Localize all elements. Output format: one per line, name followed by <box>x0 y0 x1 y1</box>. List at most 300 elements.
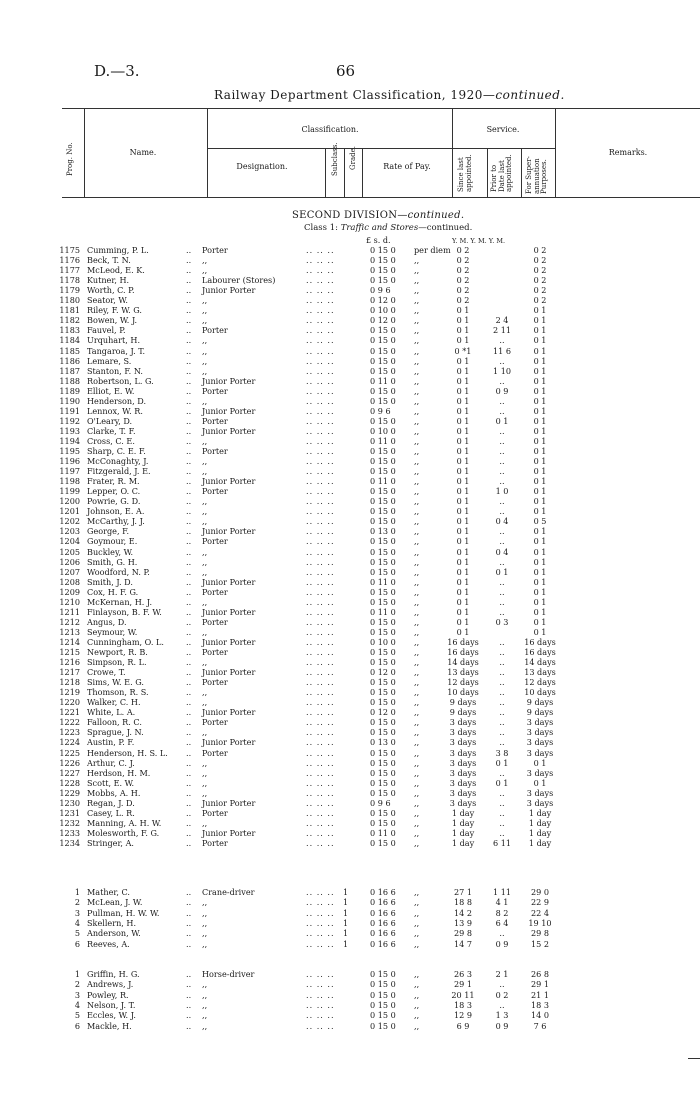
grade: 1 <box>343 887 349 897</box>
pay-basis: ,, <box>414 969 420 979</box>
table-row <box>0 335 700 345</box>
pay-basis: ,, <box>414 827 420 838</box>
table-row <box>0 516 700 526</box>
staff-name: Molesworth, F. G. <box>87 827 160 838</box>
superannuation-service: 3 days <box>526 797 554 808</box>
table-row <box>0 547 700 557</box>
leader-dots: .. .. .. <box>306 566 335 577</box>
rate-of-pay: 0 15 0 <box>370 496 396 507</box>
rate-of-pay: 0 15 0 <box>370 767 396 778</box>
leader-dots: .. .. .. <box>306 375 335 386</box>
prog-no: 1228 <box>59 777 80 788</box>
prior-service: 2 11 <box>492 325 512 336</box>
prog-no: 1194 <box>59 435 80 446</box>
pay-basis: ,, <box>414 938 420 949</box>
designation: Junior Porter <box>202 405 256 416</box>
prior-service: .. <box>499 405 505 416</box>
rate-of-pay: 0 15 0 <box>370 626 396 637</box>
leader-dots: .. .. .. <box>306 415 335 426</box>
staff-name: Clarke, T. F. <box>87 425 136 436</box>
since-last-appointed: 0 2 <box>456 245 470 255</box>
table-row <box>0 758 700 768</box>
rate-of-pay: 0 15 0 <box>370 385 396 396</box>
prog-no: 1224 <box>59 737 80 748</box>
pay-basis: ,, <box>414 315 420 326</box>
table-row <box>0 908 700 918</box>
superannuation-service: 14 days <box>524 657 556 668</box>
leader-dots: .. <box>186 969 192 979</box>
rate-of-pay: 0 15 0 <box>370 586 396 597</box>
since-last-appointed: 9 days <box>449 707 477 718</box>
prog-no: 1222 <box>59 717 80 728</box>
pay-basis: ,, <box>414 526 420 537</box>
rate-of-pay: 0 15 0 <box>370 546 396 557</box>
leader-dots: .. .. .. <box>306 435 335 446</box>
pay-basis: ,, <box>414 325 420 336</box>
since-last-appointed: 0 1 <box>456 546 470 557</box>
rate-of-pay: 0 15 0 <box>370 355 396 366</box>
leader-dots: .. .. .. <box>306 295 335 306</box>
staff-name: McLeod, E. K. <box>87 265 145 276</box>
leader-dots: .. <box>186 687 192 698</box>
prog-no: 2 <box>74 979 80 990</box>
prog-no: 1202 <box>59 516 80 527</box>
section-suffix: continued. <box>407 210 465 221</box>
prior-service: .. <box>499 596 505 607</box>
designation: Junior Porter <box>202 737 256 748</box>
designation: Porter <box>202 616 228 627</box>
staff-name: Cox, H. F. G. <box>87 586 139 597</box>
pay-basis: ,, <box>414 516 420 527</box>
leader-dots: .. .. .. <box>306 747 335 758</box>
pay-basis: ,, <box>414 636 420 647</box>
leader-dots: .. <box>186 446 192 456</box>
rate-of-pay: 0 15 0 <box>370 345 396 356</box>
staff-name: Austin, P. F. <box>87 737 135 748</box>
prior-service: .. <box>499 636 505 647</box>
leader-dots: .. .. .. <box>306 466 335 477</box>
pay-basis: ,, <box>414 989 420 1000</box>
prior-service: 2 1 <box>495 969 509 979</box>
pay-basis: ,, <box>414 897 420 908</box>
staff-name: Manning, A. H. W. <box>87 817 162 828</box>
since-last-appointed: 0 1 <box>456 355 470 366</box>
prog-no: 1203 <box>59 526 80 537</box>
designation: ,, <box>202 566 208 577</box>
pay-basis: ,, <box>414 928 420 939</box>
rate-of-pay: 0 15 0 <box>370 1020 396 1031</box>
leader-dots: .. .. .. <box>306 737 335 748</box>
rate-of-pay: 0 15 0 <box>370 1010 396 1021</box>
prog-no: 1197 <box>59 466 80 477</box>
prior-service: .. <box>499 817 505 828</box>
col-service: Service. <box>486 125 520 134</box>
designation: ,, <box>202 1020 208 1031</box>
service-units: Y. M. Y. M. Y. M. <box>452 237 506 245</box>
since-last-appointed: 3 days <box>449 727 477 738</box>
since-last-appointed: 10 days <box>447 687 479 698</box>
rate-of-pay: 0 15 0 <box>370 395 396 406</box>
designation: ,, <box>202 727 208 738</box>
rate-of-pay: 0 16 6 <box>370 928 396 939</box>
prior-service: .. <box>499 586 505 597</box>
prog-no: 1198 <box>59 476 80 487</box>
superannuation-service: 0 1 <box>533 586 547 597</box>
rate-of-pay: 0 15 0 <box>370 596 396 607</box>
leader-dots: .. <box>186 657 192 668</box>
table-row <box>0 506 700 516</box>
rate-of-pay: 0 9 6 <box>370 797 391 808</box>
prior-service: .. <box>499 556 505 567</box>
prog-no: 1192 <box>59 415 80 426</box>
document-ref: D.—3. <box>94 62 140 80</box>
since-last-appointed: 0 1 <box>456 576 470 587</box>
designation: Porter <box>202 446 228 456</box>
since-last-appointed: 1 day <box>451 827 475 838</box>
leader-dots: .. .. .. <box>306 265 335 276</box>
prog-no: 1 <box>74 887 80 897</box>
pay-basis: ,, <box>414 807 420 818</box>
prog-no: 1187 <box>59 365 80 376</box>
pay-basis: ,, <box>414 265 420 276</box>
section-title <box>292 210 464 221</box>
leader-dots: .. .. .. <box>306 917 335 928</box>
prior-service: .. <box>499 999 505 1010</box>
prog-no: 1 <box>74 969 80 979</box>
prior-service: .. <box>499 476 505 487</box>
superannuation-service: 22 9 <box>530 897 550 908</box>
since-last-appointed: 0 1 <box>456 596 470 607</box>
since-last-appointed: 20 11 <box>451 989 475 1000</box>
since-last-appointed: 3 days <box>449 737 477 748</box>
pay-basis: ,, <box>414 385 420 396</box>
rate-of-pay: 0 12 0 <box>370 295 396 306</box>
rate-of-pay: 0 15 0 <box>370 335 396 346</box>
table-row <box>0 1000 700 1010</box>
rate-of-pay: 0 15 0 <box>370 837 396 848</box>
superannuation-service: 29 1 <box>530 979 550 990</box>
leader-dots: .. .. .. <box>306 797 335 808</box>
prog-no: 1209 <box>59 586 80 597</box>
prior-service: .. <box>499 717 505 728</box>
since-last-appointed: 3 days <box>449 797 477 808</box>
superannuation-service: 0 1 <box>533 446 547 456</box>
leader-dots: .. .. .. <box>306 727 335 738</box>
pay-basis: ,, <box>414 626 420 637</box>
table-row <box>0 305 700 315</box>
staff-name: Sprague, J. N. <box>87 727 144 738</box>
prior-service: 4 1 <box>495 897 509 908</box>
pay-basis: ,, <box>414 817 420 828</box>
rate-of-pay: 0 15 0 <box>370 616 396 627</box>
prior-service: .. <box>499 979 505 990</box>
leader-dots: .. <box>186 576 192 587</box>
superannuation-service: 10 days <box>524 687 556 698</box>
leader-dots: .. .. .. <box>306 767 335 778</box>
designation: Junior Porter <box>202 526 256 537</box>
leader-dots: .. .. .. <box>306 586 335 597</box>
prior-service: 1 11 <box>492 887 512 897</box>
designation: ,, <box>202 516 208 527</box>
superannuation-service: 3 days <box>526 737 554 748</box>
leader-dots: .. <box>186 265 192 276</box>
since-last-appointed: 3 days <box>449 757 477 768</box>
superannuation-service: 14 0 <box>530 1010 550 1021</box>
staff-name: Worth, C. P. <box>87 285 135 296</box>
pay-basis: ,, <box>414 616 420 627</box>
prog-no: 4 <box>74 917 80 928</box>
table-row <box>0 346 700 356</box>
pay-basis: ,, <box>414 596 420 607</box>
pay-basis: ,, <box>414 295 420 306</box>
pay-basis: ,, <box>414 576 420 587</box>
prog-no: 1231 <box>59 807 80 818</box>
designation: ,, <box>202 435 208 446</box>
rate-of-pay: 0 15 0 <box>370 275 396 286</box>
superannuation-service: 0 1 <box>533 315 547 326</box>
leader-dots: .. .. .. <box>306 707 335 718</box>
leader-dots: .. <box>186 707 192 718</box>
superannuation-service: 0 1 <box>533 456 547 467</box>
table-row <box>0 557 700 567</box>
rate-of-pay: 0 15 0 <box>370 777 396 788</box>
leader-dots: .. <box>186 807 192 818</box>
leader-dots: .. <box>186 315 192 326</box>
leader-dots: .. .. .. <box>306 606 335 617</box>
prog-no: 1229 <box>59 787 80 798</box>
rate-of-pay: 0 15 0 <box>370 365 396 376</box>
designation: ,, <box>202 938 208 949</box>
table-row <box>0 808 700 818</box>
superannuation-service: 7 6 <box>533 1020 547 1031</box>
since-last-appointed: 16 days <box>447 647 479 657</box>
designation: ,, <box>202 787 208 798</box>
designation: ,, <box>202 767 208 778</box>
designation: Porter <box>202 747 228 758</box>
designation: ,, <box>202 1010 208 1021</box>
staff-name: Mobbs, A. H. <box>87 787 141 798</box>
leader-dots: .. .. .. <box>306 405 335 416</box>
table-row <box>0 567 700 577</box>
staff-name: Cross, C. E. <box>87 435 135 446</box>
leader-dots: .. <box>186 606 192 617</box>
prog-no: 1225 <box>59 747 80 758</box>
rate-of-pay: 0 15 0 <box>370 506 396 517</box>
prog-no: 1180 <box>59 295 80 306</box>
designation: ,, <box>202 556 208 567</box>
leader-dots: .. <box>186 979 192 990</box>
leader-dots: .. <box>186 1010 192 1021</box>
table-row <box>0 275 700 285</box>
leader-dots: .. .. .. <box>306 245 335 255</box>
since-last-appointed: 0 1 <box>456 325 470 336</box>
staff-name: Woodford, N. P. <box>87 566 150 577</box>
rate-of-pay: 0 15 0 <box>370 647 396 657</box>
section-main: SECOND DIVISION— <box>292 210 408 221</box>
rate-of-pay: 0 11 0 <box>370 435 396 446</box>
prior-service: 0 4 <box>495 516 509 527</box>
staff-name: Kutner, H. <box>87 275 130 286</box>
grade: 1 <box>343 907 349 918</box>
superannuation-service: 16 days <box>524 647 556 657</box>
table-row <box>0 928 700 938</box>
since-last-appointed: 0 1 <box>456 365 470 376</box>
prog-no: 1211 <box>59 606 80 617</box>
prior-service: .. <box>499 506 505 517</box>
staff-name: Stringer, A. <box>87 837 134 848</box>
superannuation-service: 1 day <box>528 837 552 848</box>
page-title <box>214 88 565 102</box>
rate-of-pay: 0 15 0 <box>370 697 396 708</box>
superannuation-service: 0 1 <box>533 496 547 507</box>
staff-name: Riley, F. W. G. <box>87 305 143 316</box>
designation: ,, <box>202 546 208 557</box>
leader-dots: .. <box>186 616 192 627</box>
table-row <box>0 788 700 798</box>
leader-dots: .. <box>186 767 192 778</box>
prog-no: 1186 <box>59 355 80 366</box>
col-name: Name. <box>129 148 157 157</box>
leader-dots: .. .. .. <box>306 536 335 547</box>
superannuation-service: 1 day <box>528 827 552 838</box>
designation: Porter <box>202 717 228 728</box>
pay-basis: ,, <box>414 335 420 346</box>
leader-dots: .. .. .. <box>306 506 335 517</box>
prog-no: 3 <box>74 907 80 918</box>
designation: ,, <box>202 979 208 990</box>
rate-of-pay: 0 12 0 <box>370 667 396 678</box>
since-last-appointed: 0 2 <box>456 255 470 266</box>
prog-no: 5 <box>74 1010 80 1021</box>
pay-basis: ,, <box>414 536 420 547</box>
prior-service: .. <box>499 787 505 798</box>
pay-basis: ,, <box>414 717 420 728</box>
since-last-appointed: 0 1 <box>456 476 470 487</box>
leader-dots: .. .. .. <box>306 677 335 688</box>
since-last-appointed: 0 1 <box>456 315 470 326</box>
col-divider <box>325 148 326 197</box>
superannuation-service: 0 2 <box>533 245 547 255</box>
leader-dots: .. .. .. <box>306 827 335 838</box>
superannuation-service: 19 10 <box>528 917 552 928</box>
designation: ,, <box>202 687 208 698</box>
staff-name: Andrews, J. <box>87 979 134 990</box>
staff-name: Falloon, R. C. <box>87 717 142 728</box>
prior-service: 6 11 <box>492 837 512 848</box>
prior-service: .. <box>499 446 505 456</box>
table-row <box>0 245 700 255</box>
table-row <box>0 255 700 265</box>
table-row <box>0 918 700 928</box>
prog-no: 1220 <box>59 697 80 708</box>
staff-name: Johnson, E. A. <box>87 506 145 517</box>
prior-service: .. <box>499 807 505 818</box>
table-row <box>0 637 700 647</box>
superannuation-service: 1 day <box>528 817 552 828</box>
staff-name: McConaghty, J. <box>87 456 149 467</box>
superannuation-service: 0 1 <box>533 325 547 336</box>
staff-name: Arthur, C. J. <box>87 757 135 768</box>
table-row <box>0 617 700 627</box>
since-last-appointed: 12 days <box>447 677 479 688</box>
superannuation-service: 0 2 <box>533 255 547 266</box>
rate-of-pay: 0 15 0 <box>370 516 396 527</box>
pay-basis: ,, <box>414 255 420 266</box>
leader-dots: .. .. .. <box>306 777 335 788</box>
leader-dots: .. <box>186 917 192 928</box>
rate-of-pay: 0 15 0 <box>370 255 396 266</box>
prog-no: 1184 <box>59 335 80 346</box>
table-row <box>0 536 700 546</box>
staff-name: Goymour, E. <box>87 536 138 547</box>
leader-dots: .. <box>186 636 192 647</box>
staff-name: Powley, R. <box>87 989 129 1000</box>
since-last-appointed: 0 1 <box>456 395 470 406</box>
since-last-appointed: 0 1 <box>456 586 470 597</box>
rate-of-pay: 0 13 0 <box>370 526 396 537</box>
since-last-appointed: 3 days <box>449 717 477 728</box>
designation: Porter <box>202 647 228 657</box>
designation: Junior Porter <box>202 425 256 436</box>
leader-dots: .. .. .. <box>306 355 335 366</box>
pay-basis: ,, <box>414 837 420 848</box>
prior-service: 0 9 <box>495 938 509 949</box>
pay-basis: ,, <box>414 797 420 808</box>
col-prior: Prior to Date last appointed. <box>490 154 514 192</box>
leader-dots: .. .. .. <box>306 717 335 728</box>
rate-of-pay: 0 11 0 <box>370 476 396 487</box>
since-last-appointed: 13 9 <box>453 917 473 928</box>
leader-dots: .. .. .. <box>306 989 335 1000</box>
prog-no: 2 <box>74 897 80 908</box>
prior-service: 0 3 <box>495 616 509 627</box>
prog-no: 1219 <box>59 687 80 698</box>
prior-service: 0 1 <box>495 757 509 768</box>
table-row <box>0 939 700 949</box>
table-row <box>0 436 700 446</box>
staff-name: Thomson, R. S. <box>87 687 149 698</box>
since-last-appointed: 16 days <box>447 636 479 647</box>
table-row <box>0 476 700 486</box>
pay-basis: ,, <box>414 375 420 386</box>
since-last-appointed: 12 9 <box>453 1010 473 1021</box>
designation: ,, <box>202 265 208 276</box>
leader-dots: .. <box>186 586 192 597</box>
rate-of-pay: 0 15 0 <box>370 979 396 990</box>
leader-dots: .. <box>186 385 192 396</box>
prior-service: 0 9 <box>495 1020 509 1031</box>
col-subclass: Subclass. <box>331 142 339 176</box>
prior-service: .. <box>499 727 505 738</box>
pay-basis: ,, <box>414 275 420 286</box>
superannuation-service: 0 1 <box>533 556 547 567</box>
since-last-appointed: 0 1 <box>456 506 470 517</box>
superannuation-service: 0 1 <box>533 476 547 487</box>
table-row <box>0 607 700 617</box>
page-mark <box>688 1058 700 1059</box>
pay-basis: ,, <box>414 365 420 376</box>
pay-basis: ,, <box>414 546 420 557</box>
prog-no: 1214 <box>59 636 80 647</box>
staff-name: Crowe, T. <box>87 667 126 678</box>
since-last-appointed: 0 1 <box>456 335 470 346</box>
designation: Junior Porter <box>202 797 256 808</box>
prog-no: 1210 <box>59 596 80 607</box>
designation: Horse-driver <box>202 969 255 979</box>
prior-service: .. <box>499 335 505 346</box>
superannuation-service: 0 2 <box>533 265 547 276</box>
leader-dots: .. <box>186 375 192 386</box>
